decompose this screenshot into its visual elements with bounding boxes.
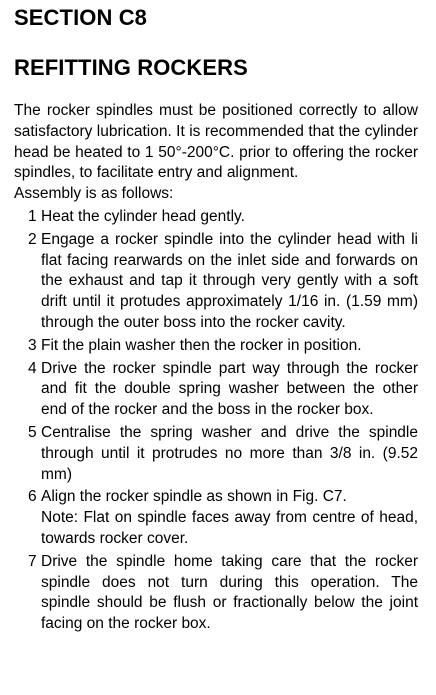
page-title: REFITTING ROCKERS	[14, 55, 248, 80]
step-5	[14, 423, 418, 485]
step-note: Note: Flat on spindle faces away from centre of head, towards rocker cover.	[41, 509, 418, 547]
step-number: 3	[28, 336, 37, 354]
step-number: 1	[28, 207, 37, 225]
assembly-steps	[14, 207, 418, 635]
step-7	[14, 552, 418, 635]
section-heading: SECTION C8	[14, 5, 148, 30]
step-text: Drive the rocker spindle part way through the rocker and fit the double spring washer between the other end of the rocker and the boss in the rocker box.	[41, 359, 418, 419]
step-2	[14, 230, 418, 334]
step-number: 5	[28, 423, 37, 441]
step-text: Heat the cylinder head gently.	[41, 207, 245, 225]
step-4	[14, 359, 418, 421]
step-text: Engage a rocker spindle into the cylinder head with li flat facing rearwards on the inlet side and forwards on the exhaust and tap it through very gently with a soft drift until it protudes approximately 1/16 in. (1.59 mm) through the outer boss into the rocker cavity.	[41, 230, 418, 331]
assembly-lead: Assembly is as follows:	[14, 185, 174, 203]
step-1	[14, 207, 418, 228]
step-text: Fit the plain washer then the rocker in position.	[41, 336, 362, 354]
step-text: Centralise the spring washer and drive the spindle through until it protrudes no more than 3/8 in. (9.52 mm)	[41, 423, 418, 483]
step-number: 6	[28, 488, 37, 506]
step-number: 4	[28, 359, 37, 377]
step-text: Drive the spindle home taking care that the rocker spindle does not turn during this operation. The spindle should be flush or fractionally below the joint facing on the rocker box.	[41, 552, 418, 633]
step-3	[14, 336, 418, 357]
intro-paragraph: The rocker spindles must be positioned correctly to allow satisfactory lubrication. It is recommended that the cylinder head be heated to 1 50°-200°C. prior to offering the rocker spindles, to facilitate entry and alignment.	[14, 102, 418, 182]
step-number: 2	[28, 230, 37, 248]
step-text: Align the rocker spindle as shown in Fig. C7.	[41, 488, 347, 506]
step-number: 7	[28, 552, 37, 570]
step-6	[14, 487, 418, 549]
body-text	[14, 101, 418, 637]
